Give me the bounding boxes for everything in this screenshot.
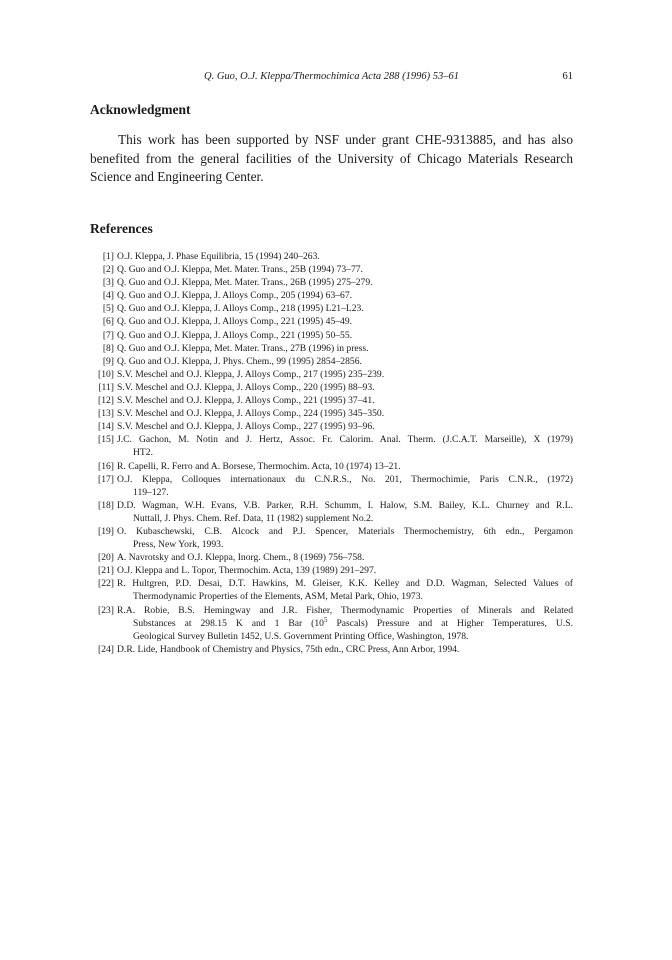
reference-number: [17] xyxy=(98,473,114,485)
reference-text xyxy=(117,604,573,643)
reference-number: [10] xyxy=(98,368,114,380)
reference-line: Q. Guo and O.J. Kleppa, Met. Mater. Trans., 26B (1995) 275–279. xyxy=(117,277,373,289)
reference-item xyxy=(90,355,573,368)
reference-line: Q. Guo and O.J. Kleppa, J. Alloys Comp., 221 (1995) 45–49. xyxy=(117,316,353,328)
reference-item xyxy=(90,473,573,499)
reference-line: 119–127. xyxy=(133,486,169,498)
references-heading: References xyxy=(90,221,153,236)
reference-item xyxy=(90,329,573,342)
reference-item xyxy=(90,577,573,603)
reference-text xyxy=(117,342,573,355)
reference-number: [16] xyxy=(98,460,114,472)
reference-item xyxy=(90,551,573,564)
reference-number: [9] xyxy=(102,355,114,367)
reference-item xyxy=(90,420,573,433)
reference-line: A. Navrotsky and O.J. Kleppa, Inorg. Chem., 8 (1969) 756–758. xyxy=(117,552,365,564)
acknowledgment-line: benefited from the general facilities of the University of Chicago Materials Research xyxy=(90,150,573,166)
reference-line: J.C. Gachon, M. Notin and J. Hertz, Assoc. Fr. Calorim. Anal. Therm. (J.C.A.T. Marseille), X (1979) xyxy=(117,434,573,446)
reference-text xyxy=(117,250,573,263)
reference-line: D.D. Wagman, W.H. Evans, V.B. Parker, R.H. Schumm, I. Halow, S.M. Bailey, K.L. Churney and R.L. xyxy=(117,499,573,511)
reference-line: Q. Guo and O.J. Kleppa, J. Alloys Comp., 205 (1994) 63–67. xyxy=(117,290,353,302)
reference-line: S.V. Meschel and O.J. Kleppa, J. Alloys Comp., 221 (1995) 37–41. xyxy=(117,395,375,407)
acknowledgment-line: This work has been supported by NSF under grant CHE-9313885, and has also xyxy=(118,132,573,147)
reference-item xyxy=(90,289,573,302)
reference-line: S.V. Meschel and O.J. Kleppa, J. Alloys Comp., 227 (1995) 93–96. xyxy=(117,421,375,433)
reference-text xyxy=(117,643,573,656)
reference-number: [4] xyxy=(102,290,114,302)
reference-line: HT2. xyxy=(133,447,153,459)
reference-number: [13] xyxy=(98,408,114,420)
reference-number: [15] xyxy=(98,434,114,446)
reference-text xyxy=(117,460,573,473)
reference-text xyxy=(117,289,573,302)
reference-text xyxy=(117,407,573,420)
reference-number: [24] xyxy=(98,643,114,655)
reference-line: O. Kubaschewski, C.B. Alcock and P.J. Spencer, Materials Thermochemistry, 6th edn., Pergamon xyxy=(117,525,573,537)
reference-line: Substances at 298.15 K and 1 Bar ($10^5$ Pascals) Pressure and at Higher Temperatures, U.S. xyxy=(133,615,573,629)
reference-item xyxy=(90,276,573,289)
reference-number: [23] xyxy=(98,604,114,616)
reference-item xyxy=(90,433,573,459)
reference-line: O.J. Kleppa, J. Phase Equilibria, 15 (1994) 240–263. xyxy=(117,251,320,262)
reference-number: [22] xyxy=(98,578,114,590)
reference-text xyxy=(117,577,573,603)
reference-item xyxy=(90,342,573,355)
reference-line: Q. Guo and O.J. Kleppa, J. Alloys Comp., 218 (1995) L21–L23. xyxy=(117,303,364,315)
reference-text xyxy=(117,551,573,564)
page-number: 61 xyxy=(562,71,573,82)
reference-line: S.V. Meschel and O.J. Kleppa, J. Alloys Comp., 224 (1995) 345–350. xyxy=(117,408,385,420)
reference-number: [2] xyxy=(102,264,114,276)
reference-line: D.R. Lide, Handbook of Chemistry and Physics, 75th edn., CRC Press, Ann Arbor, 1994. xyxy=(117,643,460,655)
running-header xyxy=(90,71,573,87)
reference-text xyxy=(117,302,573,315)
reference-line: O.J. Kleppa and L. Topor, Thermochim. Acta, 139 (1989) 291–297. xyxy=(117,565,377,577)
reference-item xyxy=(90,643,573,656)
reference-text xyxy=(117,394,573,407)
reference-item xyxy=(90,381,573,394)
reference-text xyxy=(117,368,573,381)
reference-item xyxy=(90,604,573,643)
reference-number: [21] xyxy=(98,565,114,577)
reference-item xyxy=(90,564,573,577)
reference-text xyxy=(117,355,573,368)
reference-number: [5] xyxy=(102,303,114,315)
reference-item xyxy=(90,407,573,420)
reference-line: O.J. Kleppa, Colloques internationaux du C.N.R.S., No. 201, Thermochimie, Paris C.N.R., (1972) xyxy=(117,473,573,485)
reference-item xyxy=(90,368,573,381)
reference-line: S.V. Meschel and O.J. Kleppa, J. Alloys Comp., 217 (1995) 235–239. xyxy=(117,368,385,380)
reference-line: R. Capelli, R. Ferro and A. Borsese, Thermochim. Acta, 10 (1974) 13–21. xyxy=(117,460,401,472)
reference-item xyxy=(90,302,573,315)
reference-text xyxy=(117,420,573,433)
reference-number: [7] xyxy=(102,329,114,341)
reference-line: S.V. Meschel and O.J. Kleppa, J. Alloys Comp., 220 (1995) 88–93. xyxy=(117,381,375,393)
reference-item xyxy=(90,525,573,551)
reference-line: Q. Guo and O.J. Kleppa, J. Phys. Chem., 99 (1995) 2854–2856. xyxy=(117,355,362,367)
reference-line: Geological Survey Bulletin 1452, U.S. Government Printing Office, Washington, 1978. xyxy=(133,630,469,642)
reference-number: [8] xyxy=(102,342,114,354)
reference-text xyxy=(117,263,573,276)
reference-line: Thermodynamic Properties of the Elements, ASM, Metal Park, Ohio, 1973. xyxy=(133,591,423,603)
reference-number: [19] xyxy=(98,525,114,537)
reference-number: [20] xyxy=(98,552,114,564)
reference-line: R. Hultgren, P.D. Desai, D.T. Hawkins, M. Gleiser, K.K. Kelley and D.D. Wagman, Selected Values of xyxy=(117,578,573,590)
reference-number: [18] xyxy=(98,499,114,511)
reference-number: [3] xyxy=(102,277,114,289)
reference-line: Q. Guo and O.J. Kleppa, J. Alloys Comp., 221 (1995) 50–55. xyxy=(117,329,353,341)
reference-item xyxy=(90,499,573,525)
reference-number: [6] xyxy=(102,316,114,328)
reference-item xyxy=(90,460,573,473)
reference-list xyxy=(90,250,573,656)
reference-line: Q. Guo and O.J. Kleppa, Met. Mater. Trans., 25B (1994) 73–77. xyxy=(117,264,363,276)
reference-number: [1] xyxy=(102,251,114,262)
acknowledgment-paragraph xyxy=(90,131,573,187)
reference-text xyxy=(117,564,573,577)
reference-text xyxy=(117,433,573,459)
acknowledgment-heading: Acknowledgment xyxy=(90,102,191,117)
reference-item xyxy=(90,263,573,276)
reference-text xyxy=(117,381,573,394)
acknowledgment-line: Science and Engineering Center. xyxy=(90,169,264,184)
superscript-exponent: 5 xyxy=(323,615,328,624)
reference-text xyxy=(117,315,573,328)
reference-line: R.A. Robie, B.S. Hemingway and J.R. Fisher, Thermodynamic Properties of Minerals and Related xyxy=(117,604,573,616)
reference-line: Q. Guo and O.J. Kleppa, Met. Mater. Trans., 27B (1996) in press. xyxy=(117,342,369,354)
reference-number: [11] xyxy=(98,381,114,393)
reference-item xyxy=(90,250,573,263)
reference-number: [14] xyxy=(98,421,114,433)
reference-text xyxy=(117,329,573,342)
reference-text xyxy=(117,499,573,525)
running-title: Q. Guo, O.J. Kleppa/Thermochimica Acta 288 (1996) 53–61 xyxy=(204,71,459,82)
reference-text xyxy=(117,525,573,551)
reference-item xyxy=(90,315,573,328)
reference-text xyxy=(117,276,573,289)
reference-text xyxy=(117,473,573,499)
reference-number: [12] xyxy=(98,395,114,407)
reference-line: Press, New York, 1993. xyxy=(133,539,224,551)
reference-line: Nuttall, J. Phys. Chem. Ref. Data, 11 (1982) supplement No.2. xyxy=(133,512,374,524)
reference-item xyxy=(90,394,573,407)
